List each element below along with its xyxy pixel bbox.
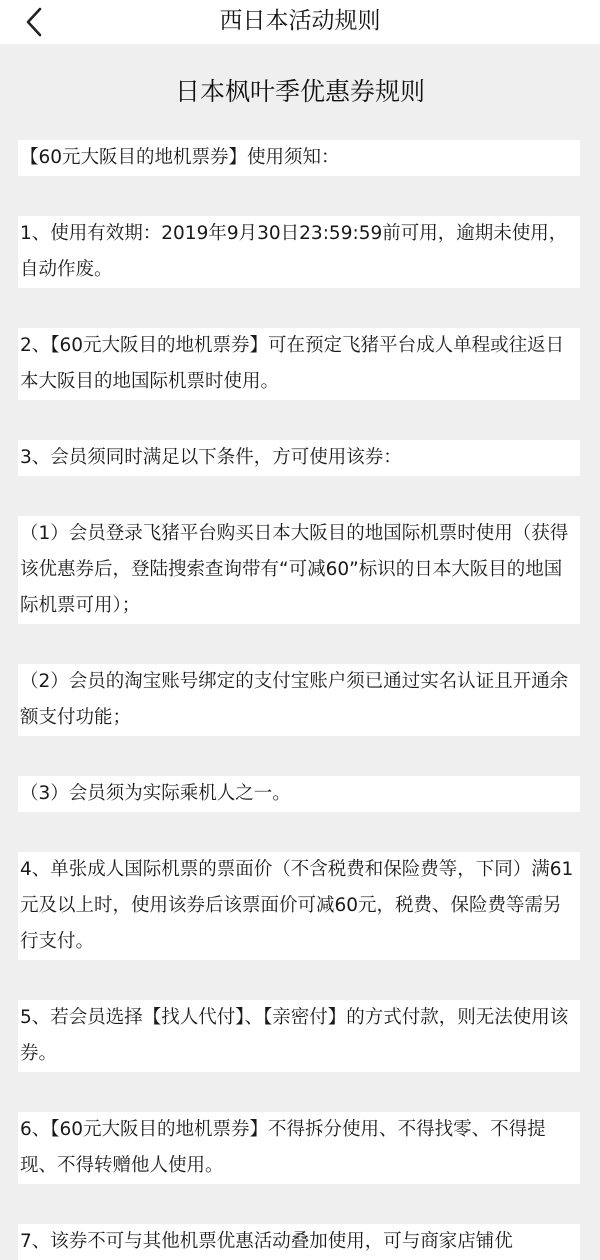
rules-content [0,44,600,1260]
rule-7: 7、该券不可与其他机票优惠活动叠加使用，可与商家店铺优 [18,1224,580,1260]
nav-title: 西日本活动规则 [219,8,381,34]
rule-intro: 【60元大阪目的地机票券】使用须知： [18,140,580,176]
rule-3-1: （1）会员登录飞猪平台购买日本大阪目的地国际机票时使用（获得该优惠券后，登陆搜索查询带有“可减60”标识的日本大阪目的地国际机票可用）； [18,516,580,624]
rule-3-2: （2）会员的淘宝账号绑定的支付宝账户须已通过实名认证且开通余额支付功能； [18,664,580,736]
rule-4: 4、单张成人国际机票的票面价（不含税费和保险费等，下同）满61元及以上时，使用该券后该票面价可减60元，税费、保险费等需另行支付。 [18,852,580,960]
rule-6: 6、【60元大阪目的地机票券】不得拆分使用、不得找零、不得提现、不得转赠他人使用。 [18,1112,580,1184]
nav-bar [0,0,600,44]
rule-3-3: （3）会员须为实际乘机人之一。 [18,776,580,812]
rule-2: 2、【60元大阪目的地机票券】可在预定飞猪平台成人单程或往返日本大阪目的地国际机票时使用。 [18,328,580,400]
page-title: 日本枫叶季优惠券规则 [174,77,425,106]
rule-3: 3、会员须同时满足以下条件，方可使用该券： [18,440,580,476]
rule-1: 1、使用有效期：2019年9月30日23:59:59前可用，逾期未使用，自动作废。 [18,216,580,288]
rule-5: 5、若会员选择【找人代付】、【亲密付】的方式付款，则无法使用该券。 [18,1000,580,1072]
